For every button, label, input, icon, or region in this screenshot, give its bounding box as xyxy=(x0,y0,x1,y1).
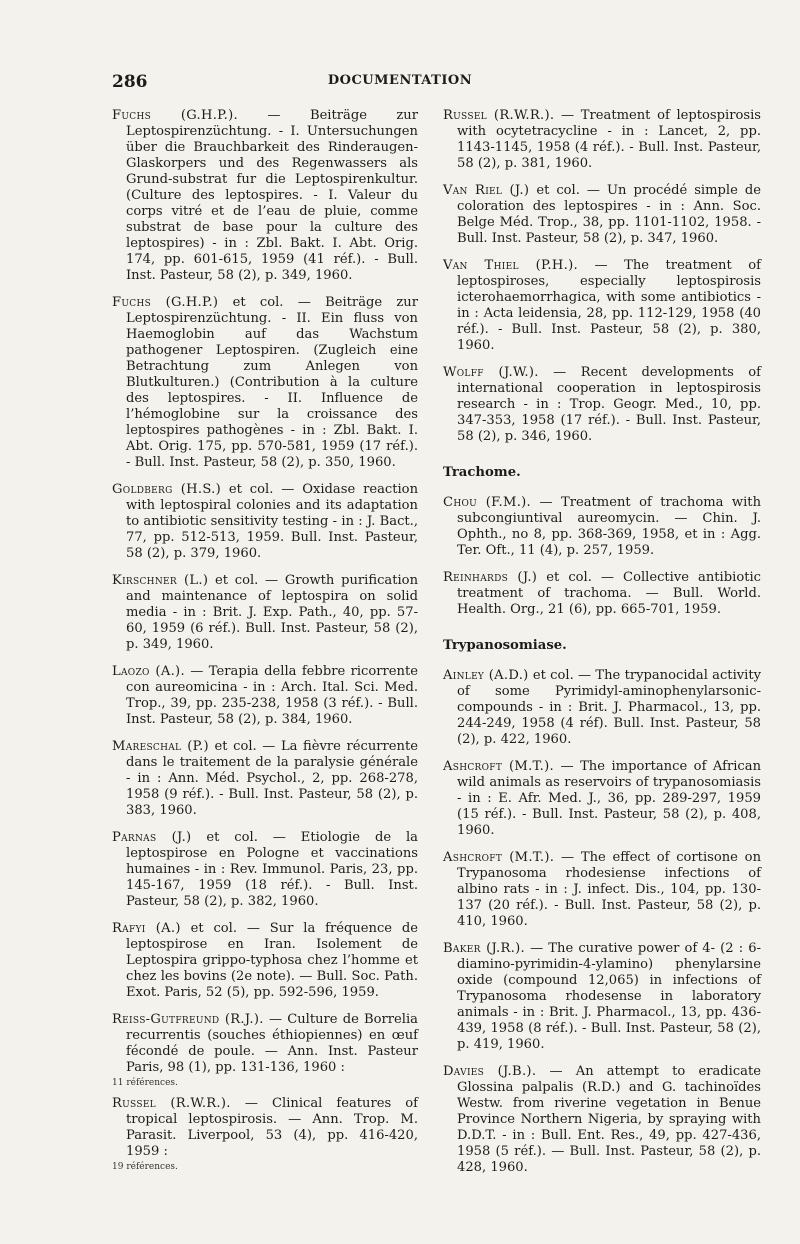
entry-text: — Treatment of trachoma with subcongiuntival aureomycin. — Chin. J. Ophth., no 8, pp. 368-369, 1958, et in : Agg. Ter. Oft., 11 (4), p. 257, 1959. xyxy=(457,495,762,558)
bibliography-entry xyxy=(112,1012,418,1076)
entry-author: Chou (F.M.). xyxy=(443,495,532,510)
entry-author: Davies (J.B.). xyxy=(443,1064,537,1079)
entry-text: — Culture de Borrelia recurrentis (souches éthiopiennes) en œuf fécondé de poule. — Ann. Inst. Pasteur Paris, 98 (1), pp. 131-136, 1960 : xyxy=(126,1012,418,1075)
entry-author: Ashcroft (M.T.). xyxy=(443,850,555,865)
entry-text: — The curative power of 4- (2 : 6-diamino-pyrimidin-4-ylamino) phenylarsine oxide (compound 12,065) in infections of Trypanosoma rhodesense in laboratory animals - in : Brit. J. Pharmacol., 13, pp. 436-439, 1958 (8 réf.). - Bull. Inst. Pasteur, 58 (2), p. 419, 1960. xyxy=(457,941,761,1052)
entry-author: Russel (R.W.R.). xyxy=(443,108,555,123)
entry-author: Kirschner (L.) xyxy=(112,573,209,588)
entry-author: Rafyi (A.) xyxy=(112,921,181,936)
entry-author: Fuchs (G.H.P.). xyxy=(112,108,238,123)
entry-author: Ashcroft (M.T.). xyxy=(443,759,554,774)
bibliography-entry xyxy=(112,664,418,728)
bibliography-entry xyxy=(443,365,761,445)
bibliography-entry xyxy=(443,183,761,247)
entry-author: Fuchs (G.H.P.) xyxy=(112,295,219,310)
page-header xyxy=(0,72,800,92)
bibliography-entry xyxy=(443,258,761,354)
entry-author: Parnas (J.) xyxy=(112,830,192,845)
bibliography-entry xyxy=(112,830,418,910)
leptospirose-entries xyxy=(443,108,761,445)
entry-author: Mareschal (P.) xyxy=(112,739,209,754)
entry-reference-count: 11 références. xyxy=(112,1078,178,1088)
entry-text: — Beiträge zur Leptospirenzüchtung. - I. Untersuchungen über die Brauchbarkeit des Rinderaugen-Glaskorpers und des Regenwassers als Grund-substrat fur die Leptospirenkultur. (Culture des leptospires. - I. Valeur du corps vitré et de l’eau de pluie, comme substrat de base pour la culture des leptospires) - in : Zbl. Bakt. I. Abt. Orig. 174, pp. 601-615, 1959 (41 réf.). - Bull. Inst. Pasteur, 58 (2), p. 349, 1960. xyxy=(126,108,418,283)
bibliography-entry xyxy=(112,573,418,653)
section-heading-trypanosomiase: Trypanosomiase. xyxy=(443,638,567,653)
entry-author: Van Riel (J.) xyxy=(443,183,530,198)
entry-author: Van Thiel (P.H.). xyxy=(443,258,578,273)
bibliography-entry xyxy=(112,1096,418,1160)
entry-text: — Terapia della febbre ricorrente con aureomicina - in : Arch. Ital. Sci. Med. Trop., 39, pp. 235-238, 1958 (3 réf.). - Bull. Inst. Pasteur, 58 (2), p. 384, 1960. xyxy=(126,664,418,727)
entry-author: Laozo (A.). xyxy=(112,664,185,679)
entry-text: et col. — Un procédé simple de coloration des leptospires - in : Ann. Soc. Belge Méd. Trop., 38, pp. 1101-1102, 1958. - Bull. Inst. Pasteur, 58 (2), p. 347, 1960. xyxy=(457,183,761,246)
bibliography-entry xyxy=(443,570,761,618)
entry-author: Reiss-Gutfreund (R.J.). xyxy=(112,1012,264,1027)
bibliography-entry xyxy=(443,941,761,1053)
bibliography-entry xyxy=(443,108,761,172)
bibliography-entry xyxy=(112,921,418,1001)
entry-text: — An attempt to eradicate Glossina palpalis (R.D.) and G. tachinoïdes Westw. from riverine vegetation in Benue Province Northern Nigeria, by spraying with D.D.T. - in : Bull. Ent. Res., 49, pp. 427-436, 1958 (5 réf.). — Bull. Inst. Pasteur, 58 (2), p. 428, 1960. xyxy=(457,1064,761,1175)
running-title: DOCUMENTATION xyxy=(327,73,473,88)
entry-text: — Clinical features of tropical leptospirosis. — Ann. Trop. M. Parasit. Liverpool, 53 (4), pp. 416-420, 1959 : xyxy=(126,1096,418,1159)
entry-text: et col. — Sur la fréquence de leptospirose en Iran. Isolement de Leptospira grippo-typhosa chez l’homme et chez les bovins (2e note). — Bull. Soc. Path. Exot. Paris, 52 (5), pp. 592-596, 1959. xyxy=(126,921,418,1000)
entry-author: Wolff (J.W.). xyxy=(443,365,539,380)
bibliography-entry xyxy=(443,850,761,930)
entry-reference-count: 19 références. xyxy=(112,1162,178,1172)
entry-text: et col. — The trypanocidal activity of some Pyrimidyl-aminophenylarsonic-compounds - in : Brit. J. Pharmacol., 13, pp. 244-249, 1958 (4 réf). Bull. Inst. Pasteur, 58 (2), p. 422, 1960. xyxy=(457,668,762,747)
trypanosomiase-entries xyxy=(443,668,761,1176)
bibliography-entry xyxy=(112,295,418,471)
bibliography-entry xyxy=(112,739,418,819)
bibliography-entry xyxy=(443,495,761,559)
entry-text: et col. — Collective antibiotic treatment of trachoma. — Bull. World. Health. Org., 21 (6), pp. 665-701, 1959. xyxy=(457,570,761,617)
trachome-entries xyxy=(443,495,761,618)
bibliography-entry xyxy=(443,1064,761,1176)
page-number: 286 xyxy=(112,72,148,92)
entry-author: Goldberg (H.S.) xyxy=(112,482,222,497)
entry-author: Russel (R.W.R.). xyxy=(112,1096,231,1111)
bibliography-entry xyxy=(443,759,761,839)
entry-author: Baker (J.R.). xyxy=(443,941,525,956)
bibliography-entry xyxy=(112,108,418,284)
entry-text: — The importance of African wild animals as reservoirs of trypanosomiasis - in : E. Afr. Med. J., 36, pp. 289-297, 1959 (15 réf.). - Bull. Inst. Pasteur, 58 (2), p. 408, 1960. xyxy=(457,759,762,838)
entry-author: Ainley (A.D.) xyxy=(443,668,529,683)
entry-text: et col. — Oxidase reaction with leptospiral colonies and its adaptation to antibiotic sensitivity testing - in : J. Bact., 77, pp. 512-513, 1959. Bull. Inst. Pasteur, 58 (2), p. 379, 1960. xyxy=(126,482,418,561)
entry-text: — The treatment of leptospiroses, especially leptospirosis icterohaemorrhagica, with some antibiotics - in : Acta leidensia, 28, pp. 112-129, 1958 (40 réf.). - Bull. Inst. Pasteur, 58 (2), p. 380, 1960. xyxy=(457,258,761,353)
entry-text: et col. — Etiologie de la leptospirose en Pologne et vaccinations humaines - in : Rev. Immunol. Paris, 23, pp. 145-167, 1959 (18 réf.). - Bull. Inst. Pasteur, 58 (2), p. 382, 1960. xyxy=(126,830,418,909)
entry-author: Reinhards (J.) xyxy=(443,570,538,585)
entry-text: et col. — La fièvre récurrente dans le traitement de la paralysie générale - in : Ann. Méd. Psychol., 2, pp. 268-278, 1958 (9 réf.). - Bull. Inst. Pasteur, 58 (2), p. 383, 1960. xyxy=(126,739,418,818)
section-heading-trachome: Trachome. xyxy=(443,465,521,480)
entry-text: — The effect of cortisone on Trypanosoma rhodesiense infections of albino rats - in : J. infect. Dis., 104, pp. 130-137 (20 réf.). - Bull. Inst. Pasteur, 58 (2), p. 410, 1960. xyxy=(457,850,761,929)
bibliography-entry xyxy=(443,668,761,748)
bibliography-entry xyxy=(112,482,418,562)
right-column xyxy=(443,108,761,1187)
entry-text: et col. — Growth purification and maintenance of leptospira on solid media - in : Brit. J. Exp. Path., 40, pp. 57-60, 1959 (6 réf.). Bull. Inst. Pasteur, 58 (2), p. 349, 1960. xyxy=(126,573,419,652)
entry-text: et col. — Beiträge zur Leptospirenzüchtung. - II. Ein fluss von Haemoglobin auf das Wachstum pathogener Leptospiren. (Zugleich eine Betrachtung zum Anlegen von Blutkulturen.) (Contribution à la culture des leptospires. - II. Influence de l’hémoglobine sur la croissance des leptospires pathogènes - in : Zbl. Bakt. I. Abt. Orig. 175, pp. 570-581, 1959 (17 réf.). - Bull. Inst. Pasteur, 58 (2), p. 350, 1960. xyxy=(126,295,419,470)
left-column xyxy=(112,108,418,1180)
entry-text: — Treatment of leptospirosis with ocytetracycline - in : Lancet, 2, pp. 1143-1145, 1958 (4 réf.). - Bull. Inst. Pasteur, 58 (2), p. 381, 1960. xyxy=(457,108,761,171)
entry-text: — Recent developments of international cooperation in leptospirosis research - in : Trop. Geogr. Med., 10, pp. 347-353, 1958 (17 réf.). - Bull. Inst. Pasteur, 58 (2), p. 346, 1960. xyxy=(457,365,762,444)
